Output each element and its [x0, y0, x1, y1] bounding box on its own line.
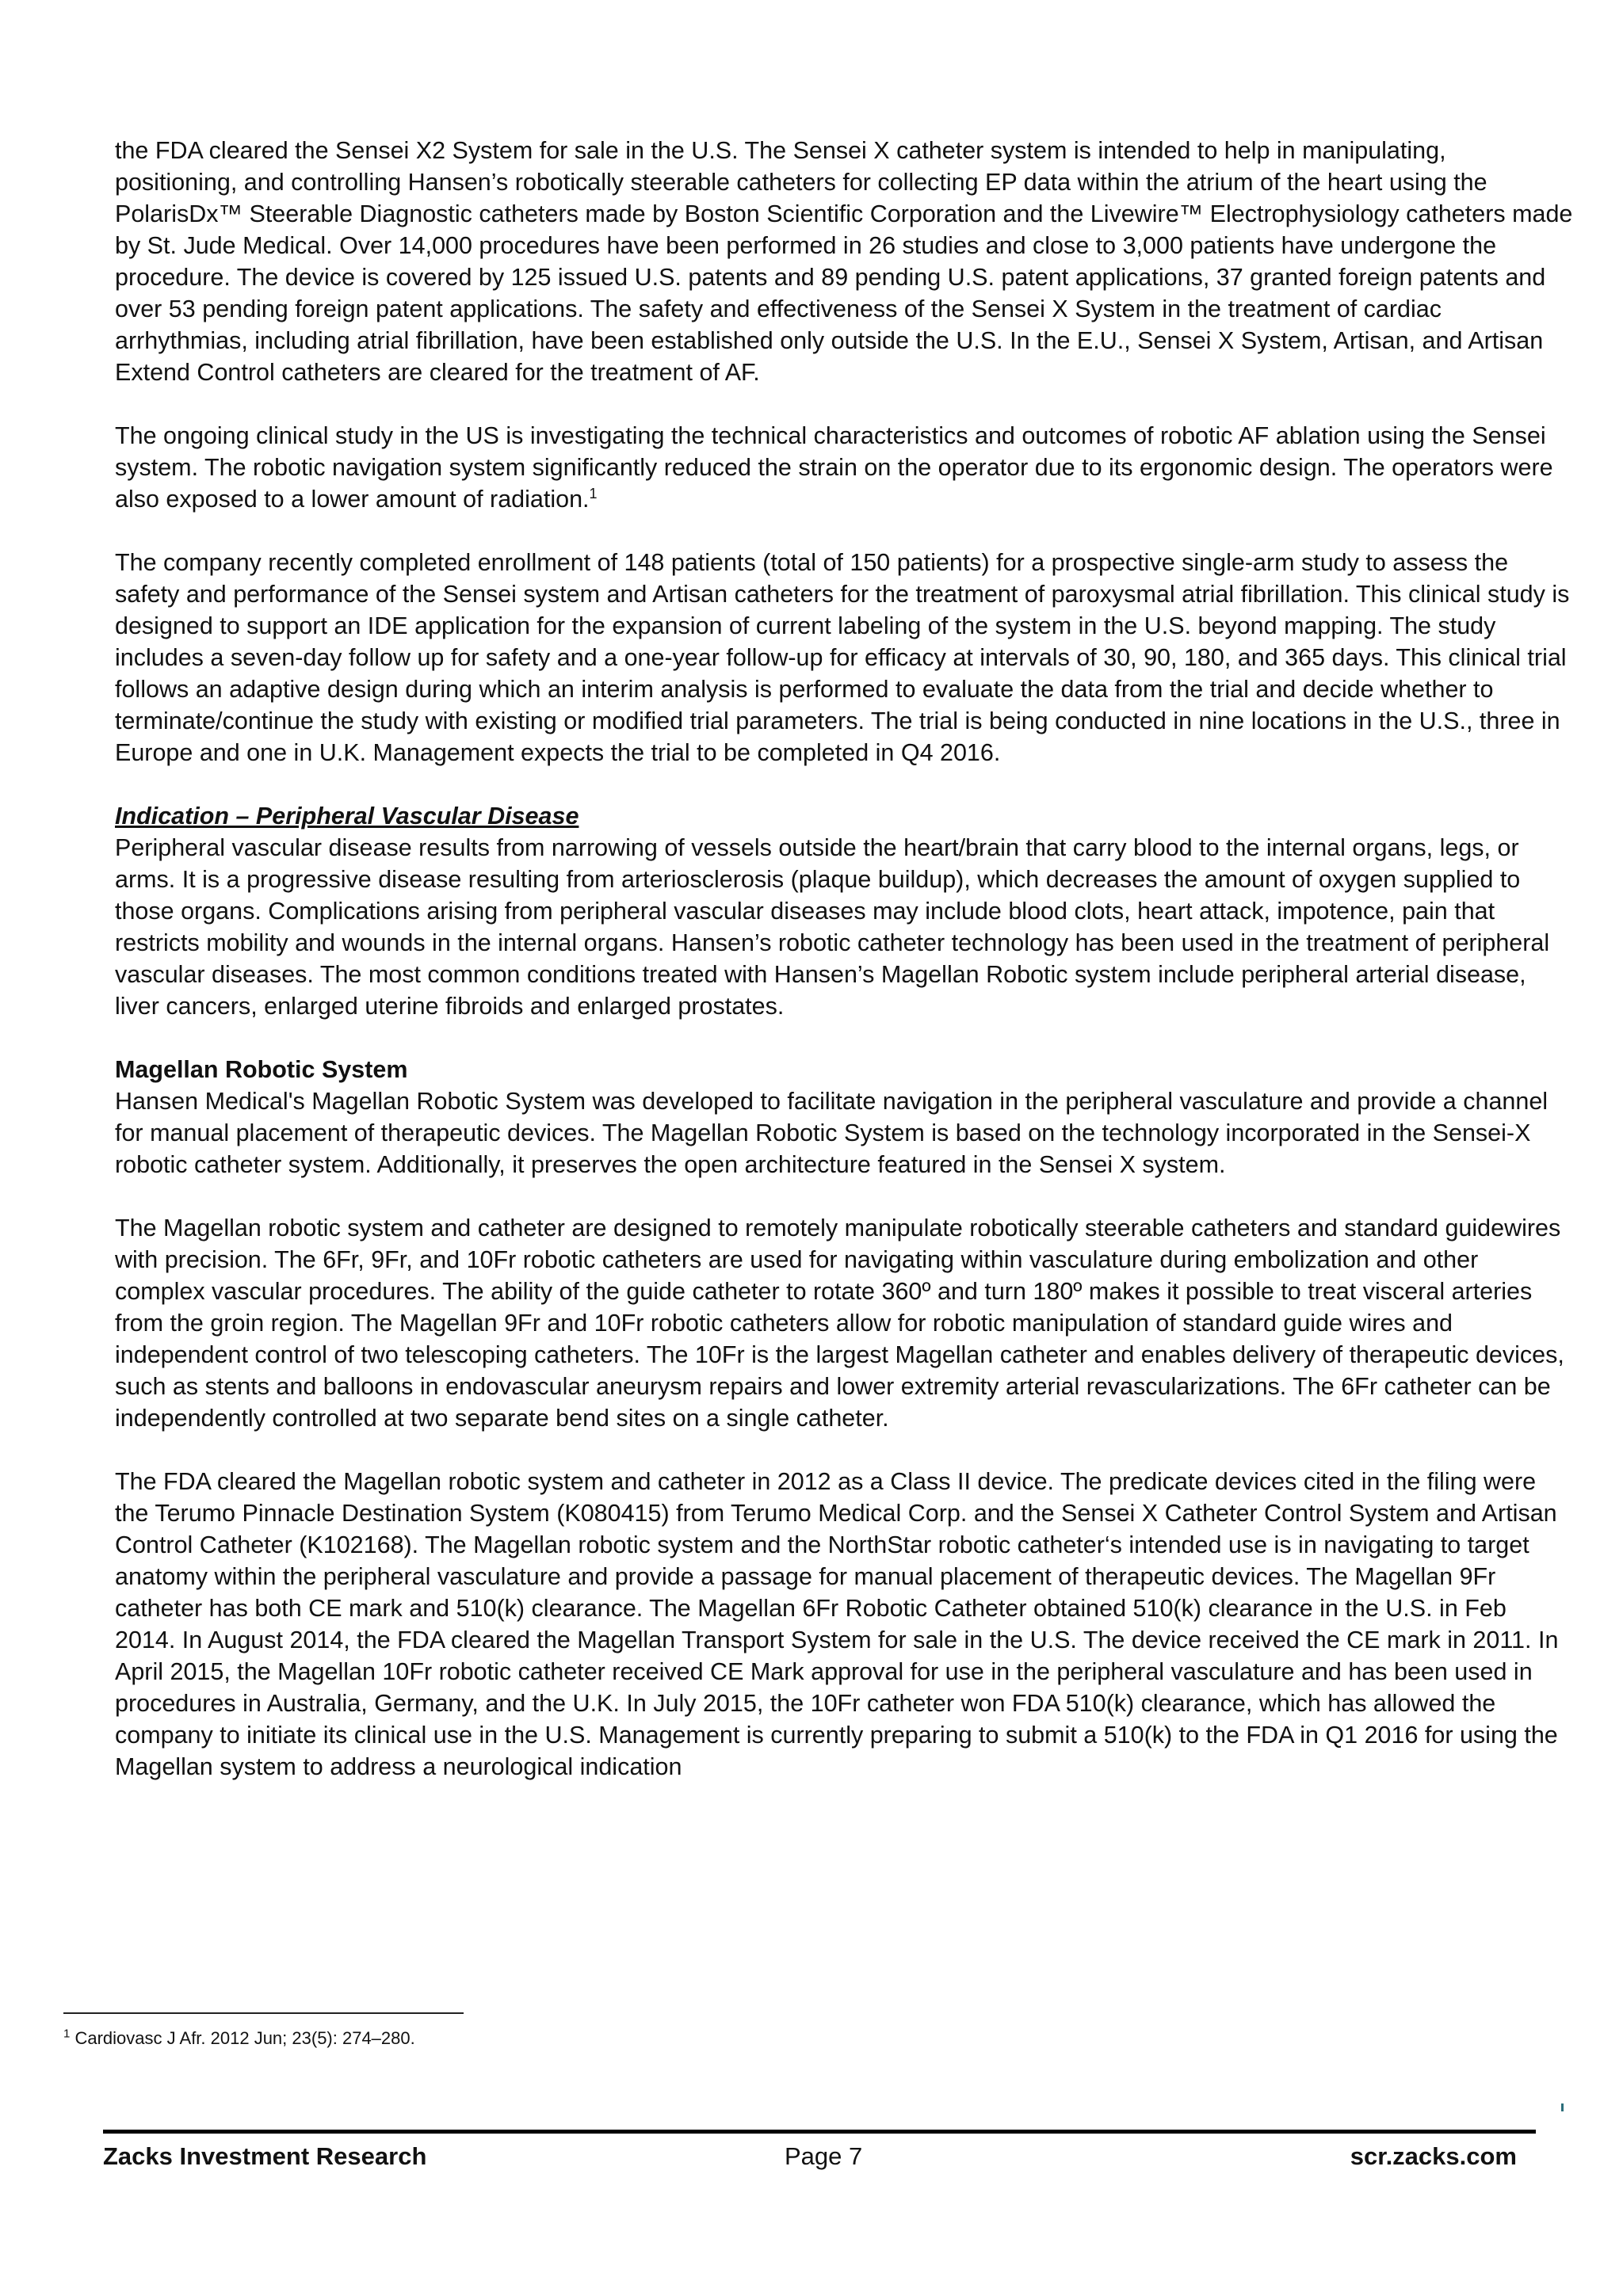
sub-heading-magellan: Magellan Robotic System: [115, 1056, 408, 1083]
footnote: [63, 2027, 415, 2050]
footer-divider: [103, 2130, 1536, 2134]
paragraph-magellan-catheters: The Magellan robotic system and catheter are designed to remotely manipulate robotically steerable catheters and standard guidewires with precision. The 6Fr, 9Fr, and 10Fr robotic catheters are used for navigating within vasculature during embolization and other complex vascular procedures. The ability of the guide catheter to rotate 360º and turn 180º makes it possible to treat visceral arteries from the groin region. The Magellan 9Fr and 10Fr robotic catheters allow for robotic manipulation of standard guide wires and independent control of two telescoping catheters. The 10Fr is the largest Magellan catheter and enables delivery of therapeutic devices, such as stents and balloons in endovascular aneurysm repairs and lower extremity arterial revascularizations. The 6Fr catheter can be independently controlled at two separate bend sites on a single catheter.: [115, 1215, 1564, 1432]
paragraph-fda-clearance: The FDA cleared the Magellan robotic system and catheter in 2012 as a Class II device. The predicate devices cited in the filing were the Terumo Pinnacle Destination System (K080415) from Terumo Medical Corp. and the Sensei X Catheter Control System and Artisan Control Catheter (K102168). The Magellan robotic system and the NorthStar robotic catheter‘s intended use is in navigating to target anatomy within the peripheral vasculature and provide a passage for manual placement of therapeutic devices. The Magellan 9Fr catheter has both CE mark and 510(k) clearance. The Magellan 6Fr Robotic Catheter obtained 510(k) clearance in the U.S. in Feb 2014. In August 2014, the FDA cleared the Magellan Transport System for sale in the U.S. The device received the CE mark in 2011. In April 2015, the Magellan 10Fr robotic catheter received CE Mark approval for use in the peripheral vasculature and has been used in procedures in Australia, Germany, and the U.K. In July 2015, the 10Fr catheter won FDA 510(k) clearance, which has allowed the company to initiate its clinical use in the U.S. Management is currently preparing to submit a 510(k) to the FDA in Q1 2016 for using the Magellan system to address a neurological indication: [115, 1468, 1559, 1780]
document-body: [115, 135, 1573, 1783]
footer-publisher: Zacks Investment Research: [103, 2142, 427, 2170]
paragraph-enrollment: The company recently completed enrollment of 148 patients (total of 150 patients) for a prospective single-arm study to assess the safety and performance of the Sensei system and Artisan catheters for the treatment of paroxysmal atrial fibrillation. This clinical study is designed to support an IDE application for the expansion of current labeling of the system in the U.S. beyond mapping. The study includes a seven-day follow up for safety and a one-year follow-up for efficacy at intervals of 30, 90, 180, and 365 days. This clinical trial follows an adaptive design during which an interim analysis is performed to evaluate the data from the trial and decide whether to terminate/continue the study with existing or modified trial parameters. The trial is being conducted in nine locations in the U.S., three in Europe and one in U.K. Management expects the trial to be completed in Q4 2016.: [115, 549, 1570, 766]
stray-mark: [1561, 2103, 1564, 2111]
paragraph-clinical-study-text: The ongoing clinical study in the US is investigating the technical characteristics and outcomes of robotic AF ablation using the Sensei system. The robotic navigation system significantly reduced the strain on the operator due to its ergonomic design. The operators were also exposed to a lower amount of radiation.: [115, 422, 1553, 513]
paragraph-magellan-intro: Hansen Medical's Magellan Robotic System was developed to facilitate navigation in the peripheral vasculature and provide a channel for manual placement of therapeutic devices. The Magellan Robotic System is based on the technology incorporated in the Sensei-X robotic catheter system. Additionally, it preserves the open architecture featured in the Sensei X system.: [115, 1088, 1549, 1178]
paragraph-pvd: Peripheral vascular disease results from narrowing of vessels outside the heart/brain that carry blood to the internal organs, legs, or arms. It is a progressive disease resulting from arteriosclerosis (plaque buildup), which decreases the amount of oxygen supplied to those organs. Complications arising from peripheral vascular diseases may include blood clots, heart attack, impotence, pain that restricts mobility and wounds in the internal organs. Hansen’s robotic catheter technology has been used in the treatment of peripheral vascular diseases. The most common conditions treated with Hansen’s Magellan Robotic system include peripheral arterial disease, liver cancers, enlarged uterine fibroids and enlarged prostates.: [115, 834, 1550, 1020]
footnote-reference[interactable]: 1: [589, 485, 598, 502]
footnote-divider: [63, 2012, 464, 2014]
footer-website-link[interactable]: scr.zacks.com: [1350, 2142, 1517, 2170]
footnote-text: Cardiovasc J Afr. 2012 Jun; 23(5): 274–280.: [74, 2028, 415, 2048]
footnote-number: 1: [63, 2027, 71, 2041]
section-heading-pvd: Indication – Peripheral Vascular Disease: [115, 803, 579, 830]
footer-page-number: Page 7: [785, 2142, 863, 2170]
paragraph-sensei-x2: the FDA cleared the Sensei X2 System for sale in the U.S. The Sensei X catheter system is intended to help in manipulating, positioning, and controlling Hansen’s robotically steerable catheters for collecting EP data within the atrium of the heart using the PolarisDx™ Steerable Diagnostic catheters made by Boston Scientific Corporation and the Livewire™ Electrophysiology catheters made by St. Jude Medical. Over 14,000 procedures have been performed in 26 studies and close to 3,000 patients have undergone the procedure. The device is covered by 125 issued U.S. patents and 89 pending U.S. patent applications, 37 granted foreign patents and over 53 pending foreign patent applications. The safety and effectiveness of the Sensei X System in the treatment of cardiac arrhythmias, including atrial fibrillation, have been established only outside the U.S. In the E.U., Sensei X System, Artisan, and Artisan Extend Control catheters are cleared for the treatment of AF.: [115, 137, 1573, 386]
paragraph-clinical-study: [115, 420, 1573, 515]
